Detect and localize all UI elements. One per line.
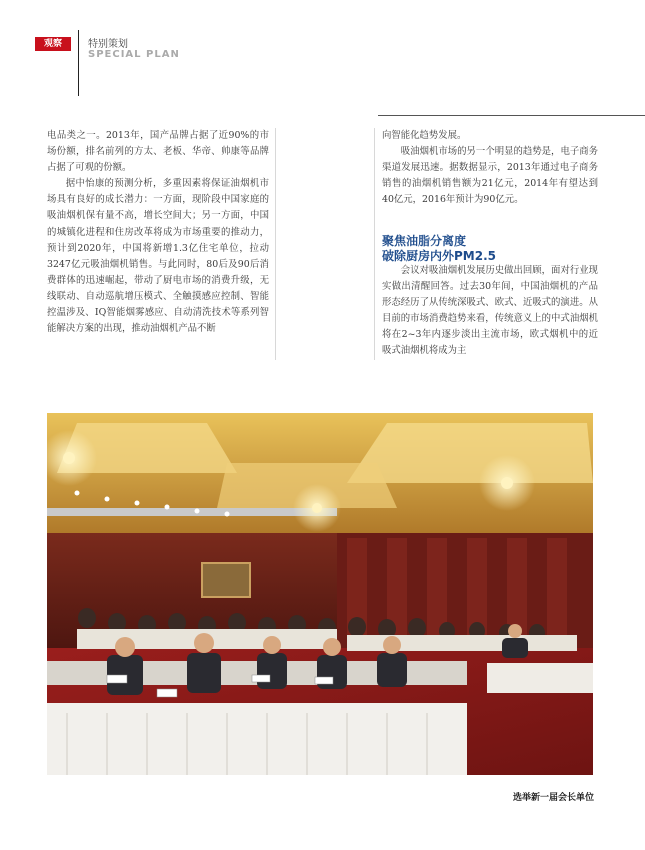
paragraph: 电品类之一。2013年，国产品牌占据了近90%的市场份额，排名前列的方太、老板、华帝、帅康等品牌占据了可观的份额。 [47, 130, 269, 174]
right-column-body [382, 263, 598, 360]
heading-line-1: 聚焦油脂分离度 [382, 234, 467, 248]
section-title-en: SPECIAL PLAN [88, 49, 180, 60]
paragraph: 据中怡康的预测分析，多重因素将保证油烟机市场具有良好的成长潜力：一方面，现阶段中国家庭的吸油烟机保有量不高，增长空间大；另一方面，中国的城镇化进程和住房改革将成为市场重要的推动力，预计到2020年，中国将新增1.3亿住宅单位，拉动3247亿元吸油烟机销售。与此同时，80后及90后消费群体的迅速崛起，带动了厨电市场的消费升级，无线联动、自动巡航增压模式、全触摸感应控制、智能控温涉及、IQ智能烟雾感应、自动清洗技术等系列智能解决方案的出现，推动油烟机产品不断 [47, 178, 269, 335]
section-badge: 观察 [35, 37, 71, 51]
column-divider [374, 128, 375, 360]
left-column [47, 128, 269, 337]
paragraph: 会议对吸油烟机发展历史做出回顾，面对行业现实做出清醒回答。过去30年间，中国油烟机的产品形态经历了从传统深吸式、欧式、近吸式的演进。从目前的市场消费趋势来看，传统意义上的中式油烟机将在2~3年内逐步淡出主流市场，欧式烟机中的近吸式油烟机将成为主 [382, 265, 598, 357]
heading-line-2: 破除厨房内外PM2.5 [382, 249, 496, 263]
paragraph: 向智能化趋势发展。 [382, 130, 467, 141]
column-divider [275, 128, 276, 360]
conference-photo [47, 413, 593, 775]
section-heading [382, 234, 598, 264]
header-divider [78, 30, 79, 96]
paragraph: 吸油烟机市场的另一个明显的趋势是，电子商务渠道发展迅速。据数据显示，2013年通过电子商务销售的油烟机销售额为21亿元，2014年有望达到40亿元，2016年预计为90亿元。 [382, 146, 598, 206]
section-title-cn: 特别策划 [88, 39, 128, 50]
top-rule [378, 115, 645, 116]
right-column-top [382, 128, 598, 208]
photo-caption: 选举新一届会长单位 [512, 793, 594, 803]
